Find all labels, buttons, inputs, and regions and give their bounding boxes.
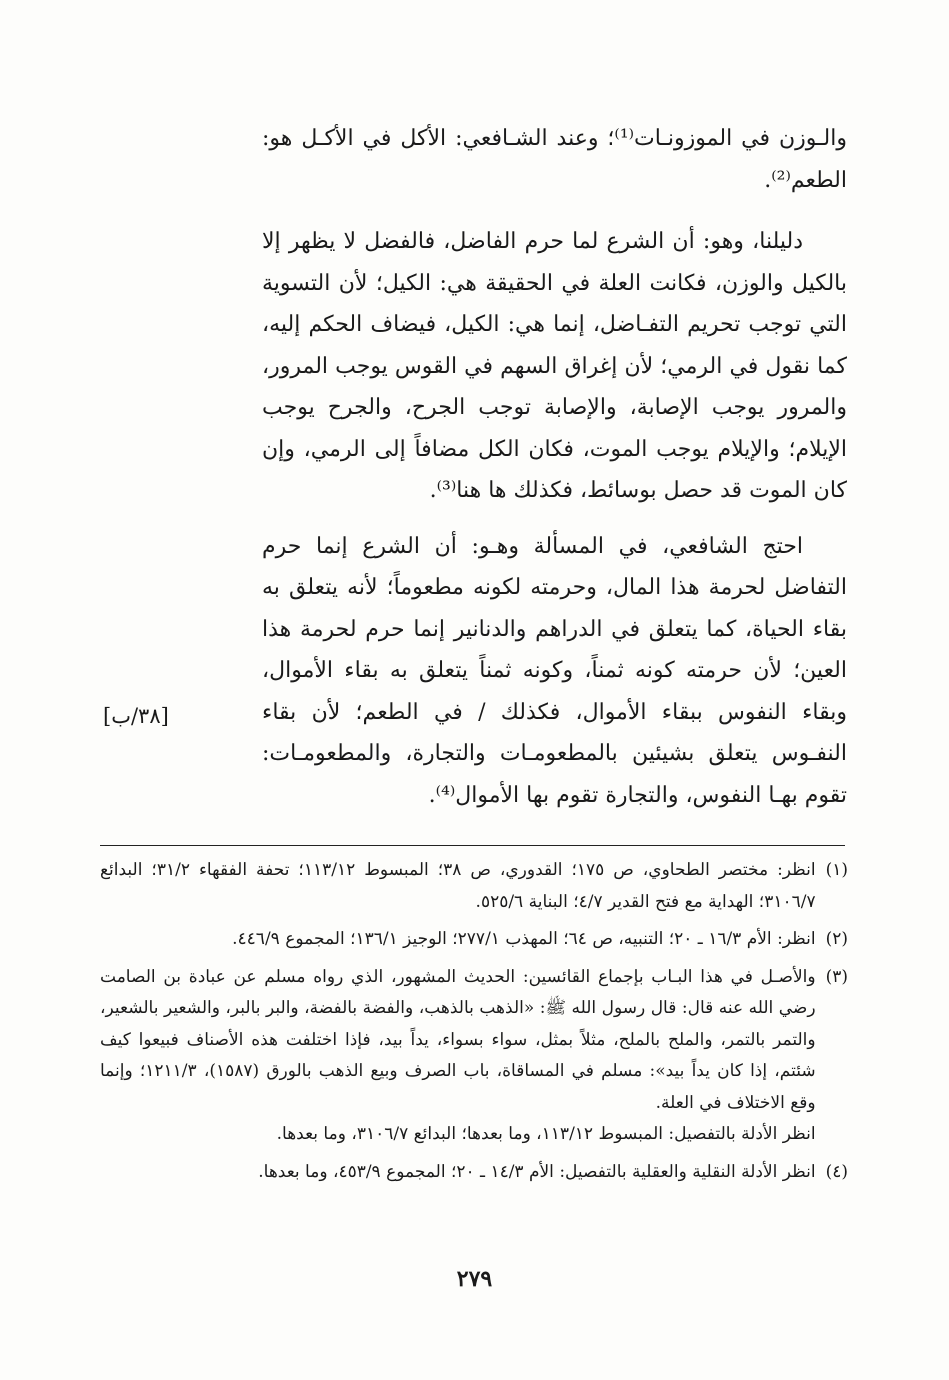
- footnote-1: [100, 855, 848, 918]
- paragraph-2: دليلنا، وهو: أن الشرع لما حرم الفاضل، فالفضل لا يظهر إلا بالكيل والوزن، فكانت العلة في الحقيقة هي: الكيل؛ لأن التسوية التي توجب تحريم التفـاضل، إنما هي: الكيل، فيضاف الحكم إليه، كما نقول في الرمي؛ لأن إغراق السهم في القوس يوجب المرور، والمرور يوجب الإصابة، والإصابة توجب الجرح، والجرح يوجب الإيلام؛ والإيلام يوجب الموت، فكان الكل مضافاً إلى الرمي، وإن كان الموت قد حصل بوسائط، فكذلك ها هنا⁽³⁾.: [262, 229, 848, 503]
- footnote-number: (٢): [825, 929, 848, 949]
- footnote-text: انظر: مختصر الطحاوي، ص ١٧٥؛ القدوري، ص ٣٨؛ المبسوط ١١٣/١٢؛ تحفة الفقهاء ٣١/٢؛ البدائع ٣١٠٦/٧؛ الهداية مع فتح القدير ٤/٧؛ البناية ٥٢٥/٦.: [100, 860, 816, 912]
- footnote-number: (١): [825, 860, 848, 880]
- paragraph-3: احتج الشافعي، في المسألة وهـو: أن الشرع إنما حرم التفاضل لحرمة هذا المال، وحرمته لكونه مطعوماً؛ لأنه يتعلق به بقاء الحياة، كما يتعلق في الدراهم والدنانير إنما حرم لحرمة هذا العين؛ لأن حرمته كونه ثمناً، وكونه ثمناً يتعلق به بقاء الأموال، وبقاء النفوس ببقاء الأموال، فكذلك / في الطعم؛ لأن بقاء النفـوس يتعلق بشيئين بالمطعومـات والتجارة، والمطعومـات: تقوم بهـا النفوس، والتجارة تقوم بها الأموال⁽⁴⁾.: [262, 533, 847, 808]
- main-text: [262, 118, 847, 830]
- footnote-3: [100, 962, 848, 1151]
- footnote-text: انظر: الأم ١٦/٣ ـ ٢٠؛ التنبيه، ص ٦٤؛ المهذب ٢٧٧/١؛ الوجيز ١٣٦/١؛ المجموع ٤٤٦/٩.: [232, 929, 816, 949]
- paragraph-1: والـوزن في الموزونـات⁽¹⁾؛ وعند الشـافعي: الأكل في الأكـل هو: الطعم⁽²⁾.: [262, 126, 847, 193]
- footnote-text: انظر الأدلة النقلية والعقلية بالتفصيل: الأم ١٤/٣ ـ ٢٠؛ المجموع ٤٥٣/٩، وما بعدها.: [258, 1161, 816, 1182]
- footnote-2: [100, 924, 848, 956]
- page-number: ٢٧٩: [456, 1266, 493, 1292]
- footnote-number: (٣): [825, 966, 848, 987]
- footnote-text: والأصـل في هذا البـاب بإجماع القائسين: الحديث المشهور، الذي رواه مسلم عن عبادة بن الصامت رضي الله عنه قال: قال رسول الله ﷺ: «الذهب بالذهب، والفضة بالفضة، والبر بالبر، والشعير بالشعير، والتمر بالتمر، والملح بالملح، مثلاً بمثل، سواء بسواء، يداً بيد، فإذا اختلفت هذه الأصناف فبيعوا كيف شئتم، إذا كان يداً بيد»: مسلم في المساقاة، باب الصرف وبيع الذهب بالورق (١٥٨٧)، ١٢١١/٣؛ وإنما وقع الاختلاف في العلة.: [100, 966, 816, 1113]
- footnote-4: [100, 1157, 848, 1189]
- footnotes: [100, 855, 848, 1194]
- footnote-number: (٤): [825, 1161, 848, 1182]
- footnote-text-continued: انظر الأدلة بالتفصيل: المبسوط ١١٣/١٢، وما بعدها؛ البدائع ٣١٠٦/٧، وما بعدها.: [276, 1124, 816, 1144]
- manuscript-folio-marker: [٣٨/ب]: [103, 704, 169, 728]
- footnote-separator: [100, 845, 845, 846]
